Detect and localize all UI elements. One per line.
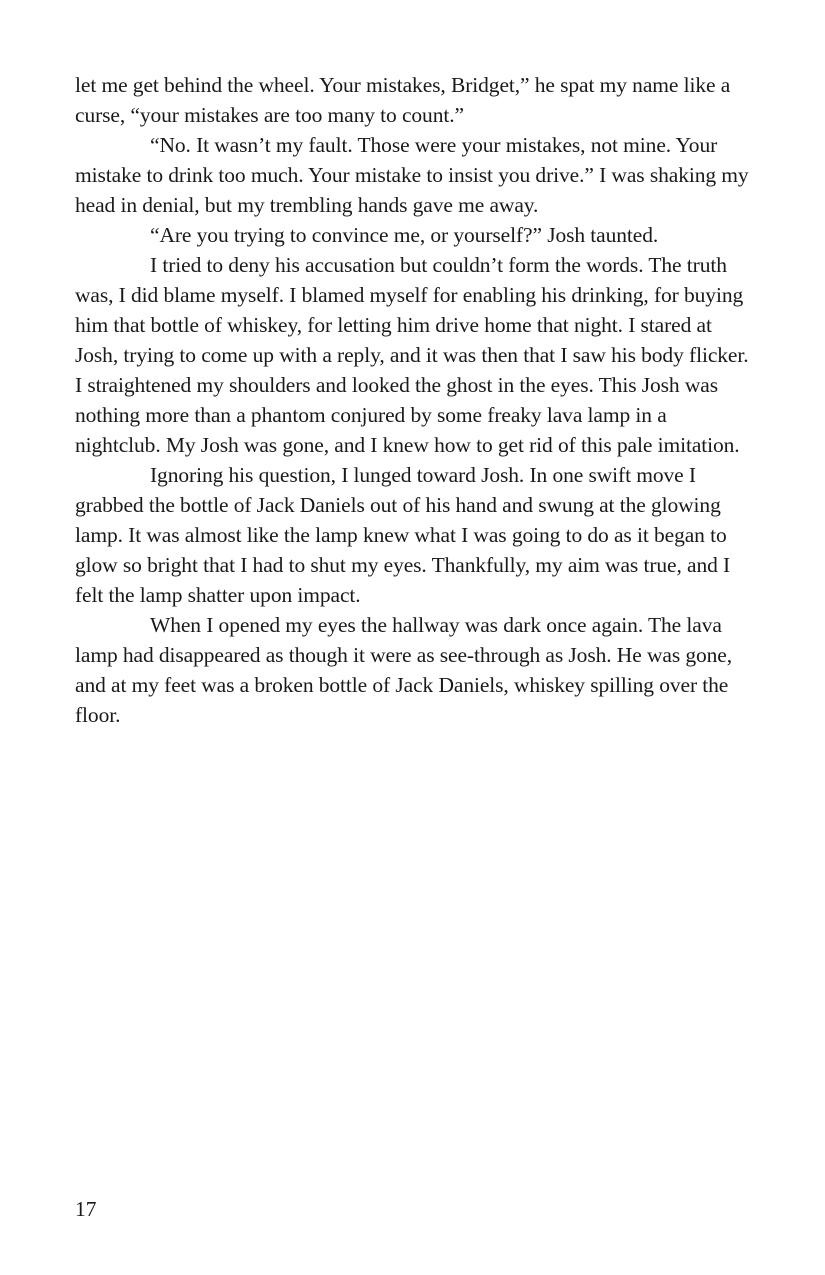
paragraph: I tried to deny his accusation but couldn’t form the words. The truth was, I did blame myself. I blamed myself for enabling his drinking, for buying him that bottle of whiskey, for letting him drive home that night. I stared at Josh, trying to come up with a reply, and it was then that I saw his body flicker. I straightened my shoulders and looked the ghost in the eyes. This Josh was nothing more than a phantom conjured by some freaky lava lamp in a nightclub. My Josh was gone, and I knew how to get rid of this pale imitation. bbox=[75, 253, 749, 457]
paragraph: “Are you trying to convince me, or yourself?” Josh taunted. bbox=[150, 223, 659, 247]
paragraph: When I opened my eyes the hallway was dark once again. The lava lamp had disappeared as though it were as see-through as Josh. He was gone, and at my feet was a broken bottle of Jack Daniels, whiskey spilling over the floor. bbox=[75, 613, 733, 727]
page-body bbox=[75, 70, 753, 730]
paragraph: Ignoring his question, I lunged toward Josh. In one swift move I grabbed the bottle of Jack Daniels out of his hand and swung at the glowing lamp. It was almost like the lamp knew what I was going to do as it began to glow so bright that I had to shut my eyes. Thankfully, my aim was true, and I felt the lamp shatter upon impact. bbox=[75, 463, 731, 607]
page-number: 17 bbox=[75, 1197, 97, 1221]
paragraph-continued: let me get behind the wheel. Your mistakes, Bridget,” he spat my name like a curse, “your mistakes are too many to count.” bbox=[75, 73, 731, 127]
paragraph: “No. It wasn’t my fault. Those were your mistakes, not mine. Your mistake to drink too much. Your mistake to insist you drive.” I was shaking my head in denial, but my trembling hands gave me away. bbox=[75, 133, 749, 217]
